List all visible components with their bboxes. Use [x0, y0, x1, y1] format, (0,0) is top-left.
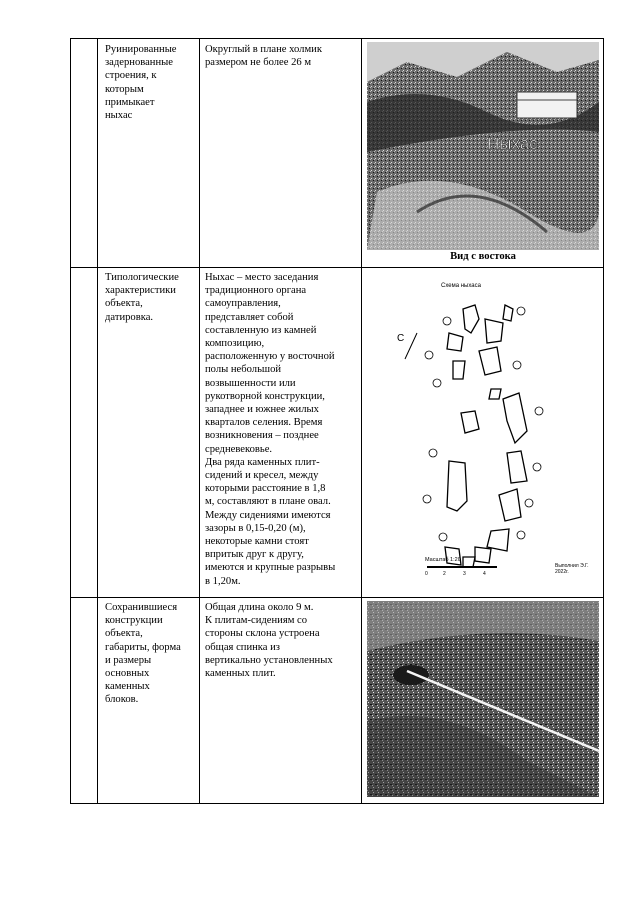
row1-description: Округлый в плане холмик размером не более 26 м [205, 44, 322, 69]
column-divider [361, 39, 362, 803]
row3-description: Общая длина около 9 м. К плитам-сидениям со стороны склона устроена общая спинка из вертикально установленных каменных плит. [205, 602, 333, 680]
row2-description: Ныхас – место заседания традиционного органа самоуправления, представляет собой составленную из камней композицию, расположенную у восточной полы небольшой возвышенности или рукотворной конструкции, западнее и южнее жилых кварталов селения. Время возникновения – позднее средневековье. Два ряда каменных плит- сидений и кресел, между которыми расстояние в 1,8 м, составляют в плане овал. Между сидениями имеются зазоры в 0,15-0,20 (м), некоторые камни стоят впритык друг к другу, имеются и крупные разрывы в 1,20м. [205, 272, 336, 587]
info-table [70, 38, 604, 804]
scale-tick: 3 [463, 571, 466, 577]
stone-blocks [445, 305, 527, 567]
photo-caption: Вид с востока [450, 251, 516, 262]
column-divider [199, 39, 200, 803]
row2-label: Типологические характеристики объекта, датировка. [105, 272, 179, 323]
scale-tick: 4 [483, 571, 486, 577]
scale-label: Масштаб 1:20 [425, 557, 461, 563]
scale-tick: 2 [443, 571, 446, 577]
photo-east-view [367, 42, 599, 250]
scale-tick: 0 [425, 571, 428, 577]
scheme-title: Схема ныхаса [441, 283, 481, 289]
scheme-author: Выполнил Э.Г. 2022г. [555, 563, 589, 575]
row3-label: Сохранившиеся конструкции объекта, габариты, форма и размеры основных каменных блоков. [105, 602, 181, 706]
rocks-photo [367, 601, 599, 797]
scheme-drawing [367, 271, 599, 591]
row1-label: Руинированные задернованные строения, к которым примыкает ныхас [105, 44, 177, 122]
photo-construction [367, 601, 599, 797]
nykhas-scheme [367, 271, 599, 591]
landscape-photo [367, 42, 599, 250]
column-divider [97, 39, 98, 803]
row-divider [71, 597, 603, 598]
row-divider [71, 267, 603, 268]
north-label: С [397, 333, 405, 344]
photo-overlay-label: Ныхас [487, 134, 538, 153]
